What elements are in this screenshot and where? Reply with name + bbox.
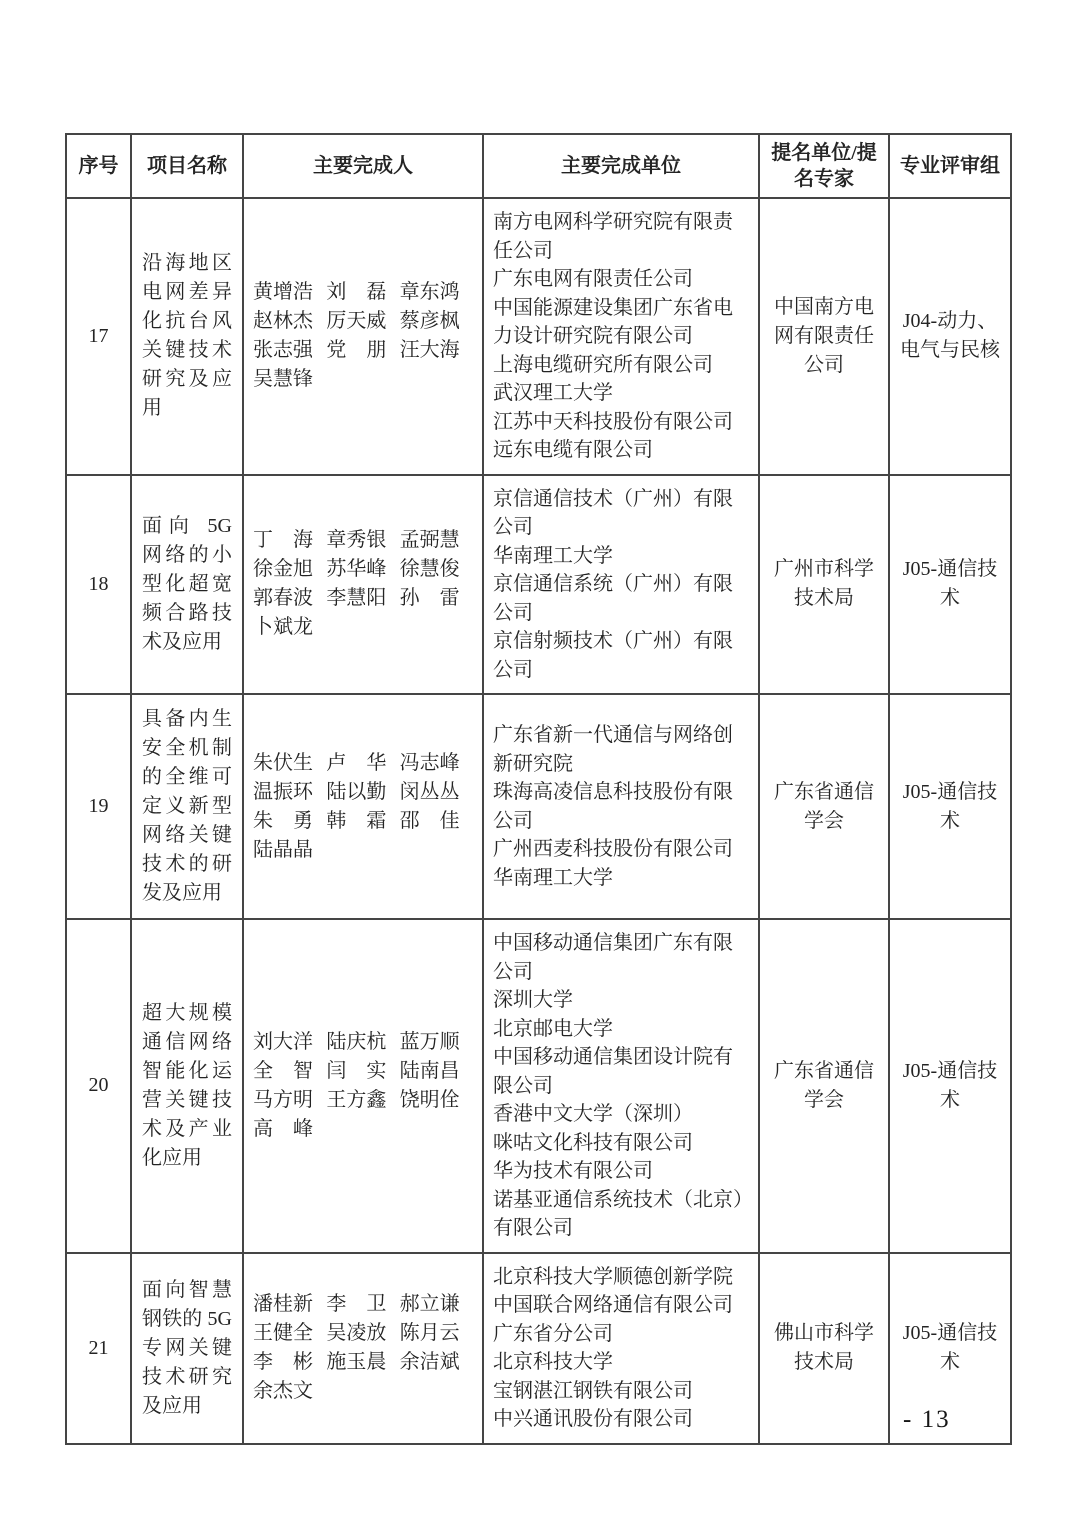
- person-name: 李慧阳: [326, 587, 387, 610]
- cell-organizations: [483, 475, 759, 695]
- person-name: 吴慧锋: [253, 368, 313, 391]
- table-row: [66, 198, 1011, 475]
- person-name: 孙 雷: [399, 587, 460, 610]
- cell-nominator: 佛山市科学技术局: [759, 1253, 889, 1444]
- person-name: 党 朋: [326, 339, 387, 362]
- person-name: 陆庆杭: [326, 1030, 387, 1053]
- organizations-list: [493, 721, 750, 892]
- organization-line: 中国联合网络通信有限公司广东省分公司: [493, 1294, 733, 1345]
- cell-review-group: J05-通信技术: [889, 919, 1011, 1253]
- person-name: 潘桂新: [253, 1293, 313, 1315]
- person-name: 汪大海: [399, 339, 460, 362]
- organization-line: 北京科技大学顺德创新学院: [493, 1265, 733, 1288]
- cell-contributors: [243, 1253, 483, 1444]
- organization-line: 中国能源建设集团广东省电力设计研究院有限公司: [493, 296, 733, 347]
- cell-nominator: 广东省通信学会: [759, 919, 889, 1253]
- contributors-grid: [253, 526, 473, 642]
- person-name: 余洁斌: [399, 1351, 460, 1373]
- organization-line: 上海电缆研究所有限公司: [493, 353, 713, 376]
- person-name: 吴凌放: [326, 1322, 387, 1344]
- cell-contributors: [243, 198, 483, 475]
- organization-line: 远东电缆有限公司: [493, 439, 653, 461]
- organization-line: 中国移动通信集团广东有限公司: [493, 932, 733, 983]
- organization-line: 香港中文大学（深圳）: [493, 1103, 693, 1125]
- cell-project-title: 面向 5G 网络的小型化超宽频合路技术及应用: [131, 475, 243, 695]
- organization-line: 南方电网科学研究院有限责任公司: [493, 211, 733, 262]
- person-name: 陆以勤: [326, 780, 387, 803]
- person-name: 郭春波: [253, 587, 313, 610]
- person-name: 陆南昌: [399, 1059, 460, 1082]
- cell-review-group: J05-通信技术: [889, 475, 1011, 695]
- person-name: 邵 佳: [399, 809, 460, 832]
- cell-contributors: [243, 475, 483, 695]
- col-header-nominator: 提名单位/提名专家: [759, 134, 889, 198]
- organizations-list: [493, 929, 750, 1243]
- cell-nominator: 广东省通信学会: [759, 694, 889, 919]
- contributors-grid: [253, 1028, 473, 1144]
- organization-line: 华为技术有限公司: [493, 1160, 653, 1182]
- person-name: 丁 海: [253, 529, 313, 552]
- cell-review-group: J05-通信技术: [889, 694, 1011, 919]
- cell-index: 21: [66, 1253, 131, 1444]
- col-header-contributors: 主要完成人: [243, 134, 483, 198]
- col-header-project-name: 项目名称: [131, 134, 243, 198]
- table-row: [66, 919, 1011, 1253]
- cell-index: 17: [66, 198, 131, 475]
- organizations-list: [493, 208, 750, 465]
- person-name: 章东鸿: [399, 281, 460, 304]
- person-name: 王方鑫: [326, 1088, 387, 1111]
- col-header-organizations: 主要完成单位: [483, 134, 759, 198]
- person-name: 黄增浩: [253, 281, 313, 304]
- awards-table: [65, 133, 1012, 1445]
- cell-organizations: [483, 919, 759, 1253]
- organization-line: 江苏中天科技股份有限公司: [493, 410, 733, 433]
- cell-organizations: [483, 198, 759, 475]
- person-name: 徐慧俊: [399, 558, 460, 581]
- person-name: 饶明佺: [399, 1088, 460, 1111]
- organization-line: 武汉理工大学: [493, 382, 613, 404]
- cell-organizations: [483, 694, 759, 919]
- table-header: [66, 134, 1011, 198]
- organization-line: 北京科技大学: [493, 1351, 613, 1373]
- person-name: 朱伏生: [253, 751, 313, 774]
- person-name: 韩 霜: [326, 809, 387, 832]
- contributors-grid: [253, 1290, 473, 1406]
- col-header-index: 序号: [66, 134, 131, 198]
- person-name: 赵林杰: [253, 310, 313, 333]
- organization-line: 咪咕文化科技有限公司: [493, 1131, 693, 1154]
- person-name: 朱 勇: [253, 809, 313, 832]
- person-name: 全 智: [253, 1059, 313, 1082]
- person-name: 卢 华: [326, 751, 387, 774]
- person-name: 温振环: [253, 780, 313, 803]
- table-body: [66, 198, 1011, 1444]
- cell-contributors: [243, 694, 483, 919]
- organization-line: 珠海高凌信息科技股份有限公司: [493, 781, 733, 832]
- person-name: 余杰文: [253, 1380, 313, 1402]
- organization-line: 宝钢湛江钢铁有限公司: [493, 1379, 693, 1402]
- person-name: 陆晶晶: [253, 838, 313, 861]
- cell-project-title: 沿海地区电网差异化抗台风关键技术研究及应用: [131, 198, 243, 475]
- organization-line: 中国移动通信集团设计院有限公司: [493, 1046, 733, 1097]
- person-name: 卜斌龙: [253, 616, 313, 639]
- header-row: [66, 134, 1011, 198]
- organization-line: 诺基亚通信系统技术（北京）有限公司: [493, 1188, 743, 1239]
- cell-nominator: 广州市科学技术局: [759, 475, 889, 695]
- cell-project-title: 面向智慧钢铁的 5G 专网关键技术研究及应用: [131, 1253, 243, 1444]
- organization-line: 京信通信技术（广州）有限公司: [493, 487, 733, 538]
- organization-line: 广州西麦科技股份有限公司: [493, 838, 733, 860]
- organization-line: 京信通信系统（广州）有限公司: [493, 573, 733, 624]
- cell-index: 20: [66, 919, 131, 1253]
- person-name: 蓝万顺: [399, 1030, 460, 1053]
- cell-index: 19: [66, 694, 131, 919]
- cell-project-title: 超大规模通信网络智能化运营关键技术及产业化应用: [131, 919, 243, 1253]
- cell-index: 18: [66, 475, 131, 695]
- contributors-grid: [253, 749, 473, 865]
- cell-project-title: 具备内生安全机制的全维可定义新型网络关键技术的研发及应用: [131, 694, 243, 919]
- contributors-grid: [253, 278, 473, 394]
- organization-line: 深圳大学: [493, 989, 573, 1011]
- organizations-list: [493, 485, 750, 685]
- cell-nominator: 中国南方电网有限责任公司: [759, 198, 889, 475]
- person-name: 郝立谦: [399, 1293, 460, 1315]
- person-name: 徐金旭: [253, 558, 313, 581]
- person-name: 孟弼慧: [399, 529, 460, 552]
- person-name: 闫 实: [326, 1059, 387, 1082]
- person-name: 章秀银: [326, 529, 387, 552]
- cell-review-group: J04-动力、电气与民核: [889, 198, 1011, 475]
- person-name: 陈月云: [399, 1322, 460, 1344]
- organization-line: 广东省新一代通信与网络创新研究院: [493, 724, 733, 775]
- person-name: 蔡彦枫: [399, 310, 460, 333]
- table-row: [66, 475, 1011, 695]
- person-name: 闵丛丛: [399, 780, 460, 803]
- person-name: 苏华峰: [326, 558, 387, 581]
- organization-line: 广东电网有限责任公司: [493, 268, 693, 290]
- organizations-list: [493, 1263, 750, 1434]
- cell-review-group: J05-通信技术: [889, 1253, 1011, 1444]
- organization-line: 中兴通讯股份有限公司: [493, 1408, 693, 1430]
- person-name: 刘大洋: [253, 1030, 313, 1053]
- organization-line: 华南理工大学: [493, 544, 613, 567]
- person-name: 刘 磊: [326, 281, 387, 304]
- col-header-review-group: 专业评审组: [889, 134, 1011, 198]
- person-name: 李 彬: [253, 1351, 313, 1373]
- table-row: [66, 694, 1011, 919]
- person-name: 张志强: [253, 339, 313, 362]
- organization-line: 华南理工大学: [493, 866, 613, 889]
- organization-line: 京信射频技术（广州）有限公司: [493, 630, 733, 681]
- table-row: [66, 1253, 1011, 1444]
- person-name: 厉天威: [326, 310, 387, 333]
- person-name: 高 峰: [253, 1117, 313, 1140]
- person-name: 冯志峰: [399, 751, 460, 774]
- person-name: 李 卫: [326, 1293, 387, 1315]
- cell-organizations: [483, 1253, 759, 1444]
- person-name: 马方明: [253, 1088, 313, 1111]
- organization-line: 北京邮电大学: [493, 1017, 613, 1040]
- cell-contributors: [243, 919, 483, 1253]
- page-number: - 13: [903, 1406, 951, 1433]
- person-name: 施玉晨: [326, 1351, 387, 1373]
- person-name: 王健全: [253, 1322, 313, 1344]
